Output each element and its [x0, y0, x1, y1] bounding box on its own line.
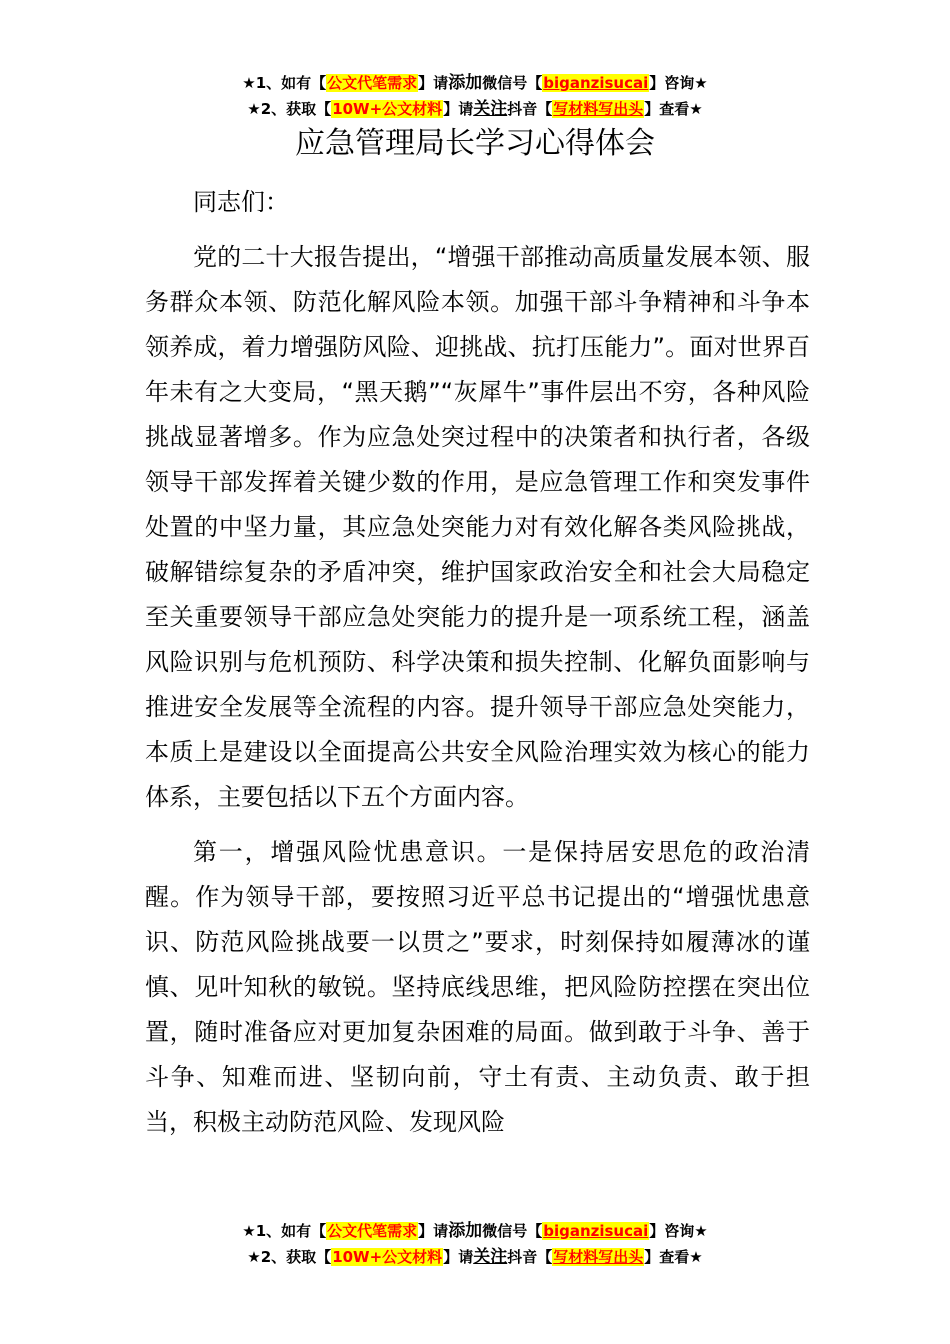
promo-text: ★1、如有【: [242, 1222, 327, 1240]
promo-line-2: [0, 96, 950, 122]
promo-text: ★2、获取【: [247, 1248, 332, 1266]
promo-text: 】查看★: [644, 1248, 703, 1266]
promo-text: 】请: [418, 1222, 449, 1240]
document-title: 应急管理局长学习心得体会: [295, 126, 655, 161]
header-promo-banner: [0, 70, 950, 122]
promo-douyin-id: 写材料写出头: [553, 100, 644, 118]
promo-emphasis: 添加: [448, 1221, 483, 1241]
promo-text: 】请: [443, 1248, 474, 1266]
promo-text: 微信号【: [482, 1222, 543, 1240]
promo-highlight: 公文代笔需求: [327, 1222, 418, 1240]
promo-text: 】查看★: [644, 100, 703, 118]
promo-text: 微信号【: [482, 74, 543, 92]
promo-text: 】请: [418, 74, 449, 92]
promo-text: 抖音【: [507, 1248, 553, 1266]
promo-douyin-id: 写材料写出头: [553, 1248, 644, 1266]
promo-line-1: [0, 70, 950, 96]
promo-wechat-id: biganzisucai: [543, 74, 649, 92]
promo-emphasis: 添加: [448, 73, 483, 93]
salutation: 同志们：: [193, 188, 289, 216]
paragraph: 第一，增强风险忧患意识。一是保持居安思危的政治清醒。作为领导干部，要按照习近平总书记提出的“增强忧患意识、防范风险挑战要一以贯之”要求，时刻保持如履薄冰的谨慎、见叶知秋的敏锐。坚持底线思维，把风险防控摆在突出位置，随时准备应对更加复杂困难的局面。做到敢于斗争、善于斗争、知难而进、坚韧向前，守土有责、主动负责、敢于担当，积极主动防范风险、发现风险: [145, 838, 810, 1136]
promo-text: 】咨询★: [649, 1222, 708, 1240]
promo-wechat-id: biganzisucai: [543, 1222, 649, 1240]
promo-highlight: 10W+公文材料: [332, 100, 443, 118]
promo-text: 】请: [443, 100, 474, 118]
promo-text: 】咨询★: [649, 74, 708, 92]
promo-highlight: 10W+公文材料: [332, 1248, 443, 1266]
promo-text: 抖音【: [507, 100, 553, 118]
promo-line-2: [0, 1244, 950, 1270]
paragraph: 党的二十大报告提出，“增强干部推动高质量发展本领、服务群众本领、防范化解风险本领。加强干部斗争精神和斗争本领养成，着力增强防风险、迎挑战、抗打压能力”。面对世界百年未有之大变局，“黑天鹅”“灰犀牛”事件层出不穷，各种风险挑战显著增多。作为应急处突过程中的决策者和执行者，各级领导干部发挥着关键少数的作用，是应急管理工作和突发事件处置的中坚力量，其应急处突能力对有效化解各类风险挑战，破解错综复杂的矛盾冲突，维护国家政治安全和社会大局稳定至关重要领导干部应急处突能力的提升是一项系统工程，涵盖风险识别与危机预防、科学决策和损失控制、化解负面影响与推进安全发展等全流程的内容。提升领导干部应急处突能力，本质上是建设以全面提高公共安全风险治理实效为核心的能力体系，主要包括以下五个方面内容。: [145, 243, 810, 811]
promo-emphasis: 关注: [473, 99, 508, 119]
promo-text: ★1、如有【: [242, 74, 327, 92]
promo-highlight: 公文代笔需求: [327, 74, 418, 92]
document-body: [145, 180, 810, 1145]
promo-text: ★2、获取【: [247, 100, 332, 118]
footer-promo-banner: [0, 1218, 950, 1270]
promo-line-1: [0, 1218, 950, 1244]
promo-emphasis: 关注: [473, 1247, 508, 1267]
